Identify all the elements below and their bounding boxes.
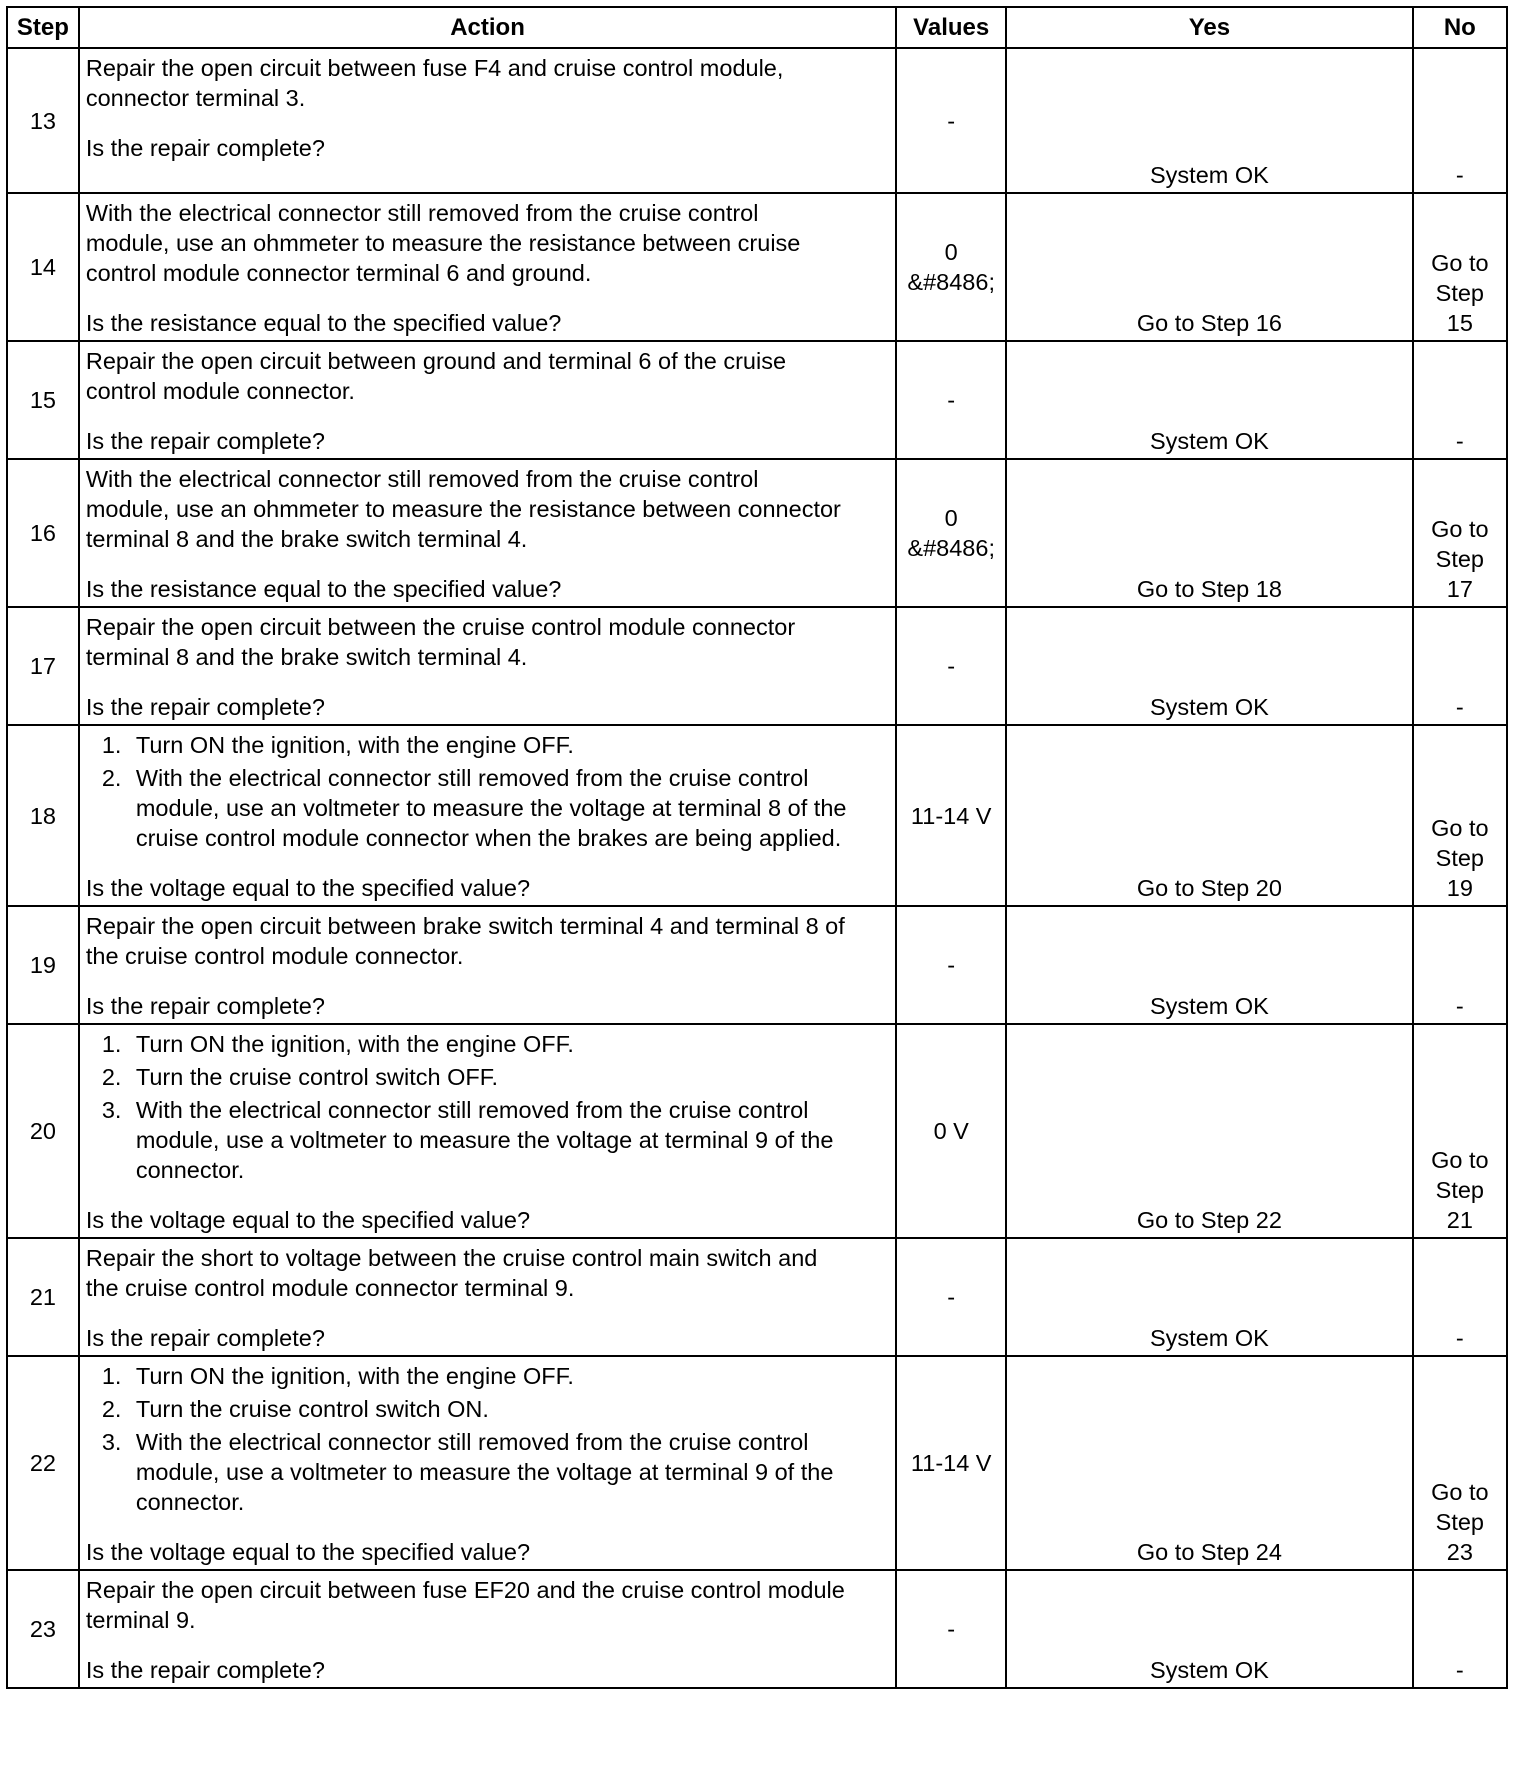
no-cell: Go to Step 21	[1413, 1024, 1507, 1238]
table-row	[7, 48, 1507, 193]
step-number: 21	[7, 1238, 79, 1356]
list-item	[86, 1029, 889, 1059]
action-line: the cruise control module connector.	[85, 943, 464, 969]
action-line: With the electrical connector still removed from the cruise control	[85, 200, 759, 226]
diagnostic-table-container	[6, 6, 1508, 1689]
action-line: terminal 8 and the brake switch terminal 4.	[85, 644, 528, 670]
yes-cell: Go to Step 22	[1006, 1024, 1412, 1238]
action-cell	[79, 48, 896, 193]
yes-cell: System OK	[1006, 1570, 1412, 1688]
header-no: No	[1413, 7, 1507, 48]
table-row	[7, 193, 1507, 341]
action-cell	[79, 341, 896, 459]
action-text	[86, 346, 889, 406]
action-question: Is the repair complete?	[85, 1657, 325, 1683]
table-row	[7, 1238, 1507, 1356]
action-line: control module connector.	[85, 378, 355, 404]
action-text	[86, 1575, 889, 1635]
value-cell: 0 &#8486;	[896, 193, 1006, 341]
step-number: 23	[7, 1570, 79, 1688]
list-item-number: 1.	[101, 1363, 122, 1389]
no-cell: -	[1413, 1238, 1507, 1356]
list-item-number: 2.	[101, 1064, 122, 1090]
action-text	[86, 1243, 889, 1303]
action-line: control module connector terminal 6 and ground.	[85, 260, 592, 286]
value-cell: -	[896, 906, 1006, 1024]
no-cell: -	[1413, 1570, 1507, 1688]
list-item	[86, 763, 889, 853]
action-question: Is the resistance equal to the specified value?	[85, 576, 562, 602]
value-cell: -	[896, 341, 1006, 459]
yes-cell: Go to Step 20	[1006, 725, 1412, 906]
step-number: 20	[7, 1024, 79, 1238]
value-cell: -	[896, 607, 1006, 725]
table-row	[7, 1570, 1507, 1688]
table-row	[7, 725, 1507, 906]
table-row	[7, 341, 1507, 459]
action-line: Repair the open circuit between ground and terminal 6 of the cruise	[85, 348, 787, 374]
list-item-text: Turn the cruise control switch OFF.	[135, 1064, 499, 1090]
action-line: module, use an ohmmeter to measure the resistance between cruise	[85, 230, 801, 256]
action-cell	[79, 193, 896, 341]
yes-cell: System OK	[1006, 341, 1412, 459]
action-cell	[79, 725, 896, 906]
action-cell	[79, 459, 896, 607]
yes-cell: System OK	[1006, 906, 1412, 1024]
table-row	[7, 459, 1507, 607]
no-cell: -	[1413, 341, 1507, 459]
value-cell: -	[896, 1238, 1006, 1356]
action-line: With the electrical connector still removed from the cruise control	[85, 466, 759, 492]
action-line: terminal 9.	[85, 1607, 196, 1633]
list-item-number: 2.	[101, 1396, 122, 1422]
action-cell	[79, 1024, 896, 1238]
no-cell: -	[1413, 906, 1507, 1024]
action-text	[86, 53, 889, 113]
action-line: the cruise control module connector terminal 9.	[85, 1275, 575, 1301]
action-text	[86, 464, 889, 554]
action-line: module, use an ohmmeter to measure the resistance between connector	[85, 496, 841, 522]
table-header-row	[7, 7, 1507, 48]
action-line: connector terminal 3.	[85, 85, 306, 111]
action-question: Is the repair complete?	[85, 1325, 325, 1351]
step-number: 14	[7, 193, 79, 341]
yes-cell: System OK	[1006, 48, 1412, 193]
action-steps-list	[86, 1029, 889, 1185]
action-question: Is the repair complete?	[85, 135, 325, 161]
action-line: Repair the open circuit between fuse F4 and cruise control module,	[85, 55, 784, 81]
table-row	[7, 1356, 1507, 1570]
table-row	[7, 906, 1507, 1024]
yes-cell: Go to Step 16	[1006, 193, 1412, 341]
action-line: Repair the open circuit between fuse EF20 and the cruise control module	[85, 1577, 845, 1603]
list-item-number: 3.	[101, 1429, 122, 1455]
action-cell	[79, 906, 896, 1024]
action-text	[86, 612, 889, 672]
step-number: 17	[7, 607, 79, 725]
no-cell: Go to Step 19	[1413, 725, 1507, 906]
diagnostic-steps-table	[6, 6, 1508, 1689]
list-item-text: Turn ON the ignition, with the engine OFF.	[135, 1031, 574, 1057]
action-question: Is the voltage equal to the specified value?	[85, 1207, 531, 1233]
yes-cell: System OK	[1006, 1238, 1412, 1356]
action-question: Is the voltage equal to the specified value?	[85, 1539, 531, 1565]
list-item-text: With the electrical connector still removed from the cruise control module, use an voltmeter to measure the voltage at terminal 8 of the cruise control module connector when the brakes are being applied.	[135, 765, 847, 851]
action-line: terminal 8 and the brake switch terminal 4.	[85, 526, 528, 552]
action-question: Is the repair complete?	[85, 428, 325, 454]
action-steps-list	[86, 1361, 889, 1517]
action-cell	[79, 1570, 896, 1688]
action-question: Is the repair complete?	[85, 694, 325, 720]
step-number: 19	[7, 906, 79, 1024]
step-number: 22	[7, 1356, 79, 1570]
action-text	[86, 198, 889, 288]
action-line: Repair the short to voltage between the cruise control main switch and	[85, 1245, 818, 1271]
action-cell	[79, 1356, 896, 1570]
no-cell: Go to Step 23	[1413, 1356, 1507, 1570]
no-cell: -	[1413, 48, 1507, 193]
step-number: 15	[7, 341, 79, 459]
step-number: 16	[7, 459, 79, 607]
list-item-number: 1.	[101, 1031, 122, 1057]
value-cell: 11-14 V	[896, 1356, 1006, 1570]
table-row	[7, 607, 1507, 725]
step-number: 18	[7, 725, 79, 906]
value-cell: -	[896, 48, 1006, 193]
action-question: Is the resistance equal to the specified value?	[85, 310, 562, 336]
list-item	[86, 730, 889, 760]
action-line: Repair the open circuit between the cruise control module connector	[85, 614, 796, 640]
no-cell: Go to Step 15	[1413, 193, 1507, 341]
list-item-text: With the electrical connector still removed from the cruise control module, use a voltmeter to measure the voltage at terminal 9 of the connector.	[135, 1097, 834, 1183]
table-row	[7, 1024, 1507, 1238]
list-item-text: Turn the cruise control switch ON.	[135, 1396, 489, 1422]
list-item	[86, 1095, 889, 1185]
action-text	[86, 911, 889, 971]
list-item	[86, 1062, 889, 1092]
value-cell: 11-14 V	[896, 725, 1006, 906]
yes-cell: Go to Step 18	[1006, 459, 1412, 607]
action-question: Is the voltage equal to the specified value?	[85, 875, 531, 901]
header-step: Step	[7, 7, 79, 48]
header-values: Values	[896, 7, 1006, 48]
action-cell	[79, 607, 896, 725]
value-cell: 0 V	[896, 1024, 1006, 1238]
action-cell	[79, 1238, 896, 1356]
value-cell: -	[896, 1570, 1006, 1688]
list-item-number: 2.	[101, 765, 122, 791]
list-item	[86, 1427, 889, 1517]
action-question: Is the repair complete?	[85, 993, 325, 1019]
table-body	[7, 48, 1507, 1688]
list-item-text: Turn ON the ignition, with the engine OFF.	[135, 732, 574, 758]
header-action: Action	[79, 7, 896, 48]
list-item-text: With the electrical connector still removed from the cruise control module, use a voltmeter to measure the voltage at terminal 9 of the connector.	[135, 1429, 834, 1515]
list-item-number: 1.	[101, 732, 122, 758]
no-cell: Go to Step 17	[1413, 459, 1507, 607]
header-yes: Yes	[1006, 7, 1412, 48]
list-item	[86, 1361, 889, 1391]
step-number: 13	[7, 48, 79, 193]
list-item-text: Turn ON the ignition, with the engine OFF.	[135, 1363, 574, 1389]
yes-cell: System OK	[1006, 607, 1412, 725]
action-line: Repair the open circuit between brake switch terminal 4 and terminal 8 of	[85, 913, 845, 939]
no-cell: -	[1413, 607, 1507, 725]
list-item	[86, 1394, 889, 1424]
action-steps-list	[86, 730, 889, 853]
yes-cell: Go to Step 24	[1006, 1356, 1412, 1570]
list-item-number: 3.	[101, 1097, 122, 1123]
value-cell: 0 &#8486;	[896, 459, 1006, 607]
